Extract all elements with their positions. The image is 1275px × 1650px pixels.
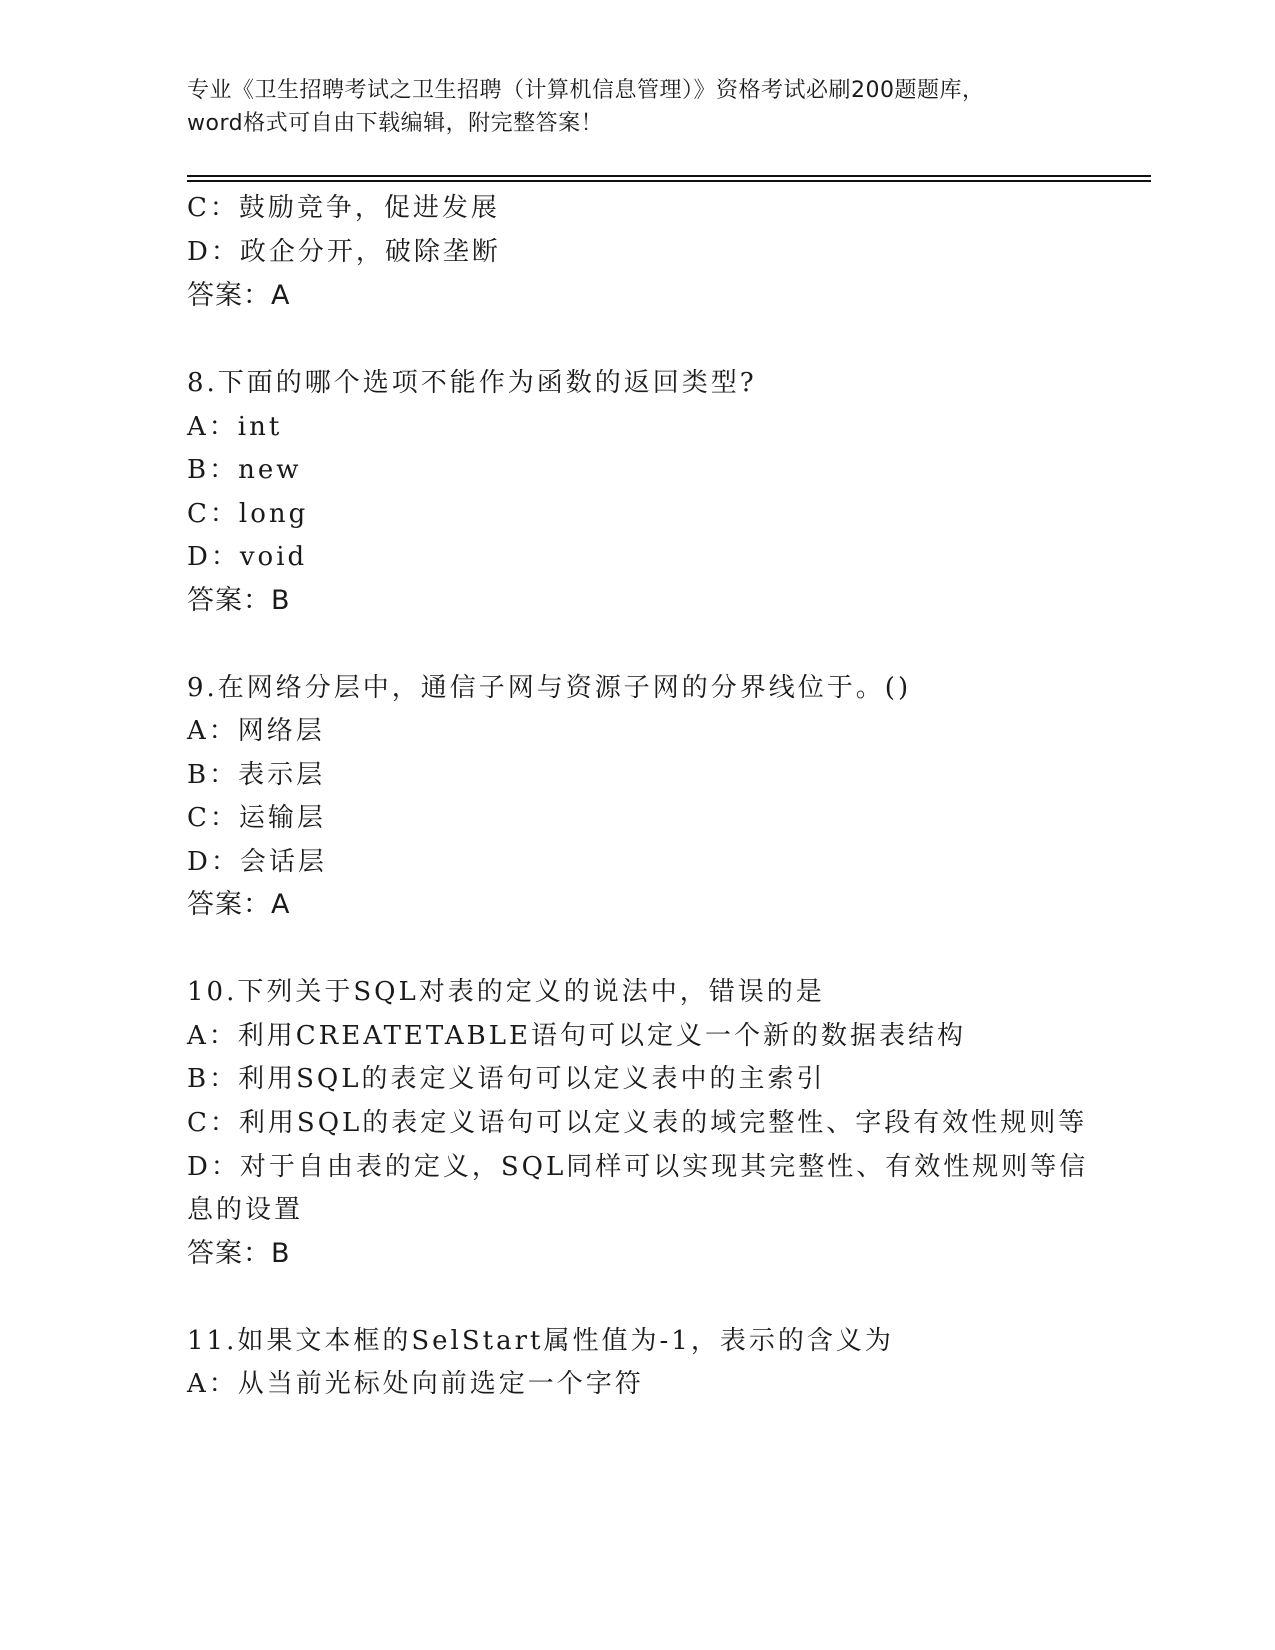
- header-divider-bottom: [187, 180, 1151, 182]
- q7-option-c: C：鼓励竞争，促进发展: [187, 193, 500, 223]
- header-title-line-1: 专业《卫生招聘考试之卫生招聘（计算机信息管理）》资格考试必刷200题题库，: [187, 78, 985, 103]
- q9-answer: 答案：A: [187, 889, 291, 920]
- q10-option-d-line-2: 息的设置: [187, 1195, 304, 1225]
- q10-option-d-line-1: D：对于自由表的定义，SQL同样可以实现其完整性、有效性规则等信: [187, 1152, 1089, 1182]
- q8-option-a: A：int: [187, 412, 283, 442]
- q9-option-d: D：会话层: [187, 847, 327, 877]
- q9-option-b: B：表示层: [187, 760, 326, 790]
- document-header: [187, 74, 1087, 140]
- q9-option-a: A：网络层: [187, 716, 325, 746]
- q8-answer: 答案：B: [187, 585, 291, 616]
- header-divider-top: [187, 175, 1151, 177]
- q10-option-a: A：利用CREATETABLE语句可以定义一个新的数据表结构: [187, 1021, 966, 1051]
- q9-option-c: C：运输层: [187, 803, 326, 833]
- q8-option-c: C：long: [187, 499, 309, 529]
- q10-option-c: C：利用SQL的表定义语句可以定义表的域完整性、字段有效性规则等: [187, 1108, 1088, 1138]
- q11-question: 11.如果文本框的SelStart属性值为-1，表示的含义为: [187, 1326, 894, 1356]
- q10-question: 10.下列关于SQL对表的定义的说法中，错误的是: [187, 977, 825, 1007]
- q10-answer: 答案：B: [187, 1238, 291, 1269]
- q8-question: 8.下面的哪个选项不能作为函数的返回类型?: [187, 368, 757, 398]
- q9-question: 9.在网络分层中，通信子网与资源子网的分界线位于。(): [187, 673, 912, 703]
- q7-answer: 答案：A: [187, 280, 291, 311]
- header-title-line-2: word格式可自由下载编辑，附完整答案！: [187, 111, 604, 136]
- q8-option-b: B：new: [187, 455, 302, 485]
- q8-option-d: D：void: [187, 542, 308, 572]
- q11-option-a: A：从当前光标处向前选定一个字符: [187, 1369, 644, 1399]
- q7-option-d: D：政企分开，破除垄断: [187, 237, 501, 267]
- q10-option-b: B：利用SQL的表定义语句可以定义表中的主索引: [187, 1064, 826, 1094]
